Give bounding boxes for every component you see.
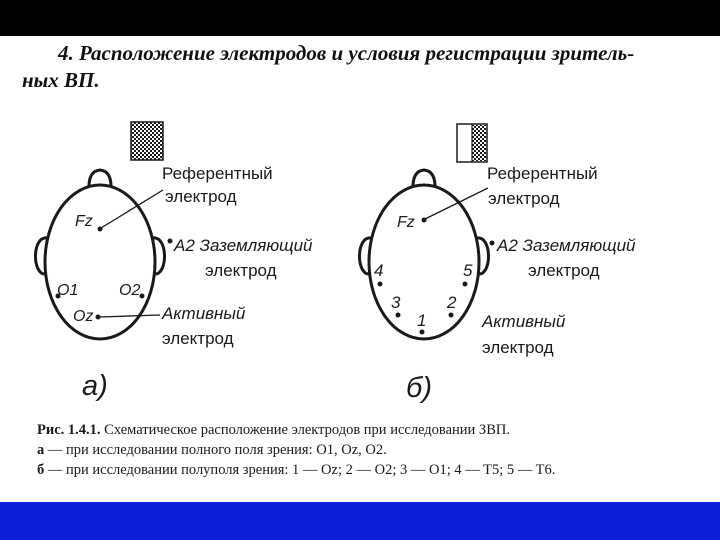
- electrode-5: [463, 282, 468, 287]
- caption-b-text: — при исследовании полуполя зрения: 1 — Oz; 2 — O2; 3 — O1; 4 — T5; 5 — T6.: [44, 462, 556, 478]
- electrode-1: [420, 330, 425, 335]
- active-label-line-2: электрод: [162, 329, 234, 348]
- full-field-checkerboard-icon: [131, 122, 163, 160]
- active-label-line-1: Активный: [162, 304, 246, 323]
- fz-label: Fz: [75, 213, 93, 230]
- electrode-3: [396, 313, 401, 318]
- electrode-2-label: 2: [447, 293, 457, 312]
- active-label-line-1: Активный: [482, 312, 566, 331]
- a2-electrode: [168, 239, 173, 244]
- caption-fig-text: Схематическое расположение электродов при исследовании ЗВП.: [100, 422, 510, 438]
- caption-line-2: [37, 440, 677, 460]
- electrode-1-label: 1: [417, 311, 427, 330]
- half-field-checkerboard-icon: [472, 125, 486, 161]
- a2-electrode: [490, 241, 495, 246]
- caption-a-label: а: [37, 442, 45, 458]
- caption-line-3: [37, 460, 677, 480]
- diagram-b: [359, 124, 636, 404]
- active-label-line-2: электрод: [482, 338, 554, 357]
- heading-line-2: ных ВП.: [22, 68, 100, 92]
- panel-a-letter: а): [82, 370, 108, 402]
- bottom-bar: [0, 502, 720, 540]
- diagram-a: [35, 122, 313, 402]
- caption-line-1: [37, 420, 677, 440]
- ref-label-line-2: электрод: [165, 187, 237, 206]
- figure-caption: [37, 420, 677, 480]
- ref-label-line-1: Референтный: [487, 164, 598, 183]
- o1-label: O1: [57, 282, 79, 299]
- o2-label: O2: [119, 282, 141, 299]
- ground-label-line-2: электрод: [205, 261, 277, 280]
- fz-label: Fz: [397, 214, 415, 231]
- ground-label-line-1: A2 Заземляющий: [174, 236, 313, 255]
- ground-label-line-1: A2 Заземляющий: [497, 236, 636, 255]
- caption-fig-label: Рис. 1.4.1.: [37, 422, 101, 438]
- heading-line-1: 4. Расположение электродов и условия регистрации зритель-: [58, 41, 635, 65]
- caption-b-label: б: [37, 462, 45, 478]
- caption-a-text: — при исследовании полного поля зрения: O1, Oz, O2.: [44, 442, 387, 458]
- electrode-4-label: 4: [374, 261, 384, 280]
- ground-label-line-2: электрод: [528, 261, 600, 280]
- electrode-2: [449, 313, 454, 318]
- electrode-5-label: 5: [463, 261, 473, 280]
- electrode-4: [378, 282, 383, 287]
- panel-b-letter: б): [406, 372, 432, 404]
- ref-label-line-2: электрод: [488, 189, 560, 208]
- ref-label-line-1: Референтный: [162, 164, 273, 183]
- oz-label: Oz: [73, 308, 94, 325]
- electrode-3-label: 3: [391, 293, 401, 312]
